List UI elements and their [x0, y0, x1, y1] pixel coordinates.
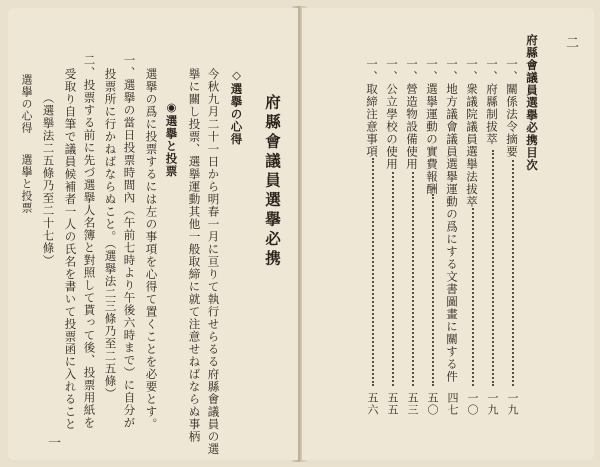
toc-entry-label: 一、公立學校の使用	[385, 58, 399, 171]
item1-line2: 投票所に行かねばならぬこと。（選擧法二三條乃至二五條）	[103, 68, 118, 400]
toc-entry-page: 一九	[486, 392, 499, 416]
toc-entry-page: 一九	[506, 392, 519, 416]
right-page-number: 二	[566, 36, 580, 51]
toc-entry-page: 五六	[366, 392, 379, 416]
item1-line1: 一、選擧の當日投票時間內（午前七時より午後六時まで）に自分が	[122, 54, 137, 429]
item2-line3: （選擧法二五條乃至二十七條）	[41, 92, 56, 267]
toc-leader	[512, 160, 514, 386]
paragraph1-line2: 擧に關し投票、選擧運動其他一般取締に就て注意せねばならぬ事柄	[187, 68, 202, 443]
toc-entry-page: 五〇	[426, 392, 439, 416]
toc-entry-label: 一、地方議會議員選擧運動の爲にする文書圖畫に關する件	[445, 58, 459, 383]
toc-leader	[492, 150, 494, 386]
left-page-number: 一	[48, 436, 62, 451]
toc-entry-label: 一、關係法令摘要	[505, 58, 519, 158]
running-head-title: 選擧の心得	[20, 74, 33, 134]
toc-entry-label: 一、取締注意事項	[365, 58, 379, 158]
toc-leader	[472, 208, 474, 386]
toc-leader	[432, 194, 434, 386]
left-page	[8, 8, 298, 460]
item2-line1: 二、投票する前に先づ選擧人名簿と對照して貰って後、投票用紙を	[82, 54, 97, 429]
section2-heading: ◉選擧と投票	[164, 100, 179, 178]
toc-entry-label: 一、衆議院議員選擧法拔萃	[465, 58, 479, 208]
paragraph2-line1: 選擧の爲に投票するには左の事項を心得て置くことを必要とす。	[144, 68, 159, 431]
toc-leader	[392, 172, 394, 386]
item2-line2: 受取り自筆で議員候補者一人の氏名を書いて投票函に入れること	[63, 68, 78, 431]
section1-heading: ◇選擧の心得	[229, 68, 244, 146]
toc-leader	[412, 172, 414, 386]
running-head-sub: 選擧と投票	[20, 154, 33, 214]
toc-entry-page: 五三	[406, 392, 419, 416]
toc-leader	[372, 158, 374, 386]
toc-entry-label: 一、選擧運動の實費報酬	[425, 58, 439, 196]
toc-entry-page: 五五	[386, 392, 399, 416]
toc-entry-page: 一〇	[466, 392, 479, 416]
page-title: 府縣會議員選擧必携	[263, 94, 282, 270]
toc-entry-label: 一、營造物設備使用	[405, 58, 419, 171]
toc-entry-label: 一、府縣制拔萃	[485, 58, 499, 146]
toc-title: 府縣會議員選擧必携目次	[525, 34, 539, 172]
right-page	[302, 8, 594, 460]
toc-entry-page: 四七	[446, 392, 459, 416]
paragraph1-line1: 今秋九月二十一日から明春一月に亘りて執行せらるる府縣會議員の選	[206, 68, 221, 456]
